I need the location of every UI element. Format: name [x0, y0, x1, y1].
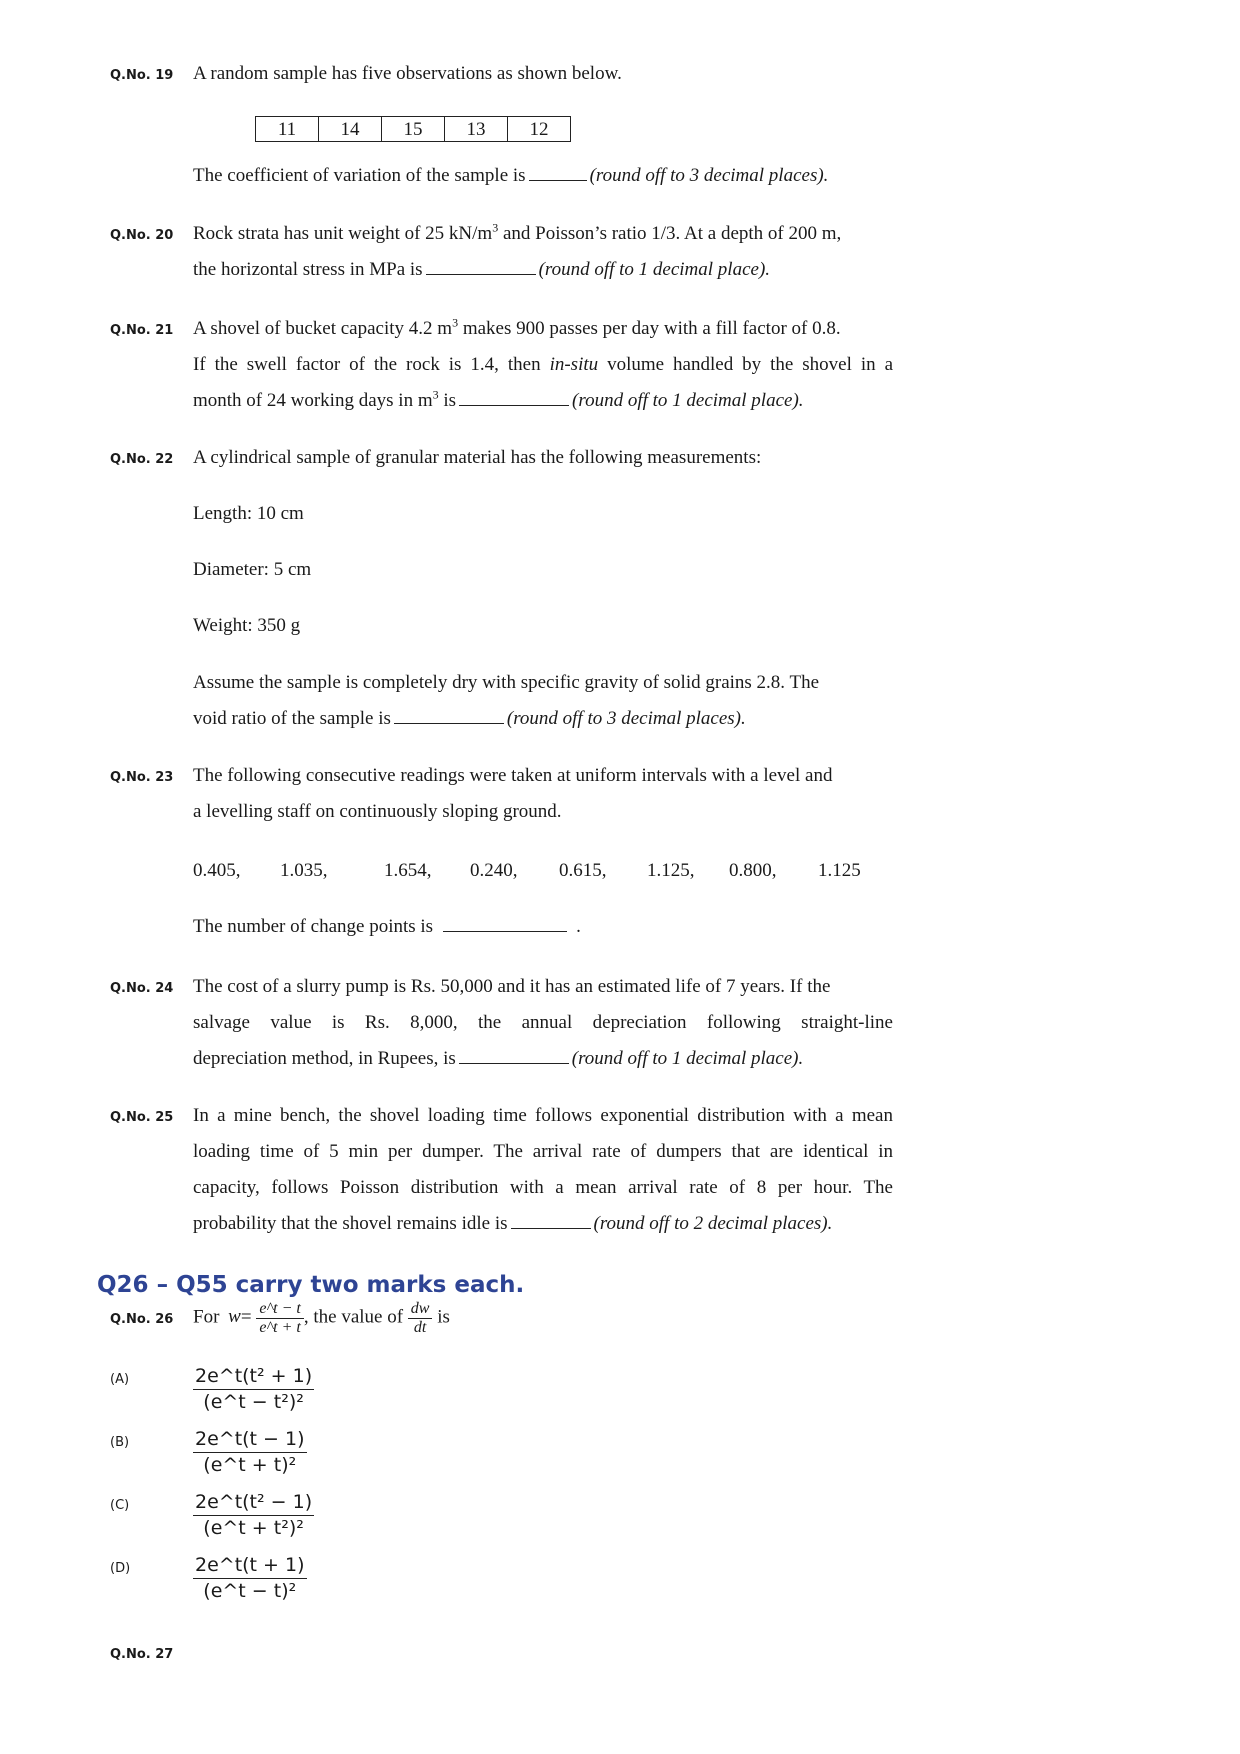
- question-text-part: volume handled by the shovel in a: [607, 354, 894, 375]
- fraction-denominator: (e^t − t)²: [203, 1579, 297, 1602]
- question-text-italic: in-situ: [549, 354, 599, 375]
- rounding-hint: (round off to 1 decimal place).: [571, 1048, 804, 1069]
- question-text-part: the horizontal stress in MPa is: [193, 259, 423, 280]
- question-text-part: , the value of: [303, 1306, 404, 1328]
- option-label-c: (C): [110, 1498, 130, 1513]
- question-text-part: The number of change points is: [193, 916, 434, 937]
- question-text-part: A shovel of bucket capacity 4.2 m: [193, 318, 453, 339]
- question-number: Q.No. 24: [110, 981, 174, 996]
- fraction-numerator: 2e^t(t + 1): [193, 1553, 307, 1579]
- question-text: loading time of 5 min per dumper. The arrival rate of dumpers that are identical in: [193, 1141, 893, 1162]
- option-label-b: (B): [110, 1435, 130, 1450]
- question-text: [193, 387, 804, 411]
- rounding-hint: (round off to 3 decimal places).: [589, 165, 829, 186]
- question-text: [193, 315, 841, 339]
- fraction-numerator: e^t − t: [256, 1300, 304, 1319]
- staff-reading: 0.615,: [559, 860, 607, 881]
- fraction-numerator: 2e^t(t − 1): [193, 1427, 307, 1453]
- question-text-part: month of 24 working days in m: [193, 390, 433, 411]
- option-label-a: (A): [110, 1372, 130, 1387]
- question-text: salvage value is Rs. 8,000, the annual depreciation following straight-line: [193, 1012, 893, 1033]
- answer-blank: [394, 722, 504, 724]
- observation-cell: 14: [319, 117, 382, 142]
- question-text: capacity, follows Poisson distribution with a mean arrival rate of 8 per hour. The: [193, 1177, 893, 1198]
- fraction-numerator: 2e^t(t² − 1): [193, 1490, 314, 1516]
- observation-cell: 12: [508, 117, 571, 142]
- rounding-hint: (round off to 3 decimal places).: [506, 708, 746, 729]
- derivative-fraction: [408, 1300, 433, 1336]
- fraction-numerator: 2e^t(t² + 1): [193, 1364, 314, 1390]
- question-number: Q.No. 25: [110, 1110, 174, 1125]
- observation-cell: 15: [382, 117, 445, 142]
- question-text-part: Rock strata has unit weight of 25 kN/m: [193, 223, 493, 244]
- measurement-diameter: Diameter: 5 cm: [193, 559, 312, 580]
- option-b-fraction[interactable]: [193, 1427, 307, 1477]
- question-text: [193, 917, 581, 936]
- question-text-part: is: [438, 390, 457, 411]
- fraction-denominator: e^t + t: [259, 1318, 301, 1336]
- question-text-part: For: [193, 1306, 220, 1328]
- option-c-fraction[interactable]: [193, 1490, 314, 1540]
- fraction-denominator: (e^t + t²)²: [203, 1516, 304, 1539]
- question-number: Q.No. 27: [110, 1647, 174, 1662]
- superscript: 3: [452, 315, 459, 330]
- variable-w: w: [228, 1306, 241, 1328]
- measurement-weight: Weight: 350 g: [193, 615, 301, 636]
- question-text: Assume the sample is completely dry with specific gravity of solid grains 2.8. The: [193, 672, 819, 693]
- question-text: A random sample has five observations as shown below.: [193, 63, 622, 84]
- question-text: [193, 1300, 450, 1336]
- section-heading: Q26 – Q55 carry two marks each.: [97, 1272, 525, 1298]
- answer-blank: [511, 1227, 591, 1229]
- option-d-fraction[interactable]: [193, 1553, 307, 1603]
- question-text: [193, 220, 842, 244]
- fraction-denominator: (e^t − t²)²: [203, 1390, 304, 1413]
- observation-cell: 11: [256, 117, 319, 142]
- question-text-part: and Poisson’s ratio 1/3. At a depth of 200 m,: [498, 223, 842, 244]
- answer-blank: [459, 1062, 569, 1064]
- staff-reading: 0.240,: [470, 860, 518, 881]
- question-text-part: probability that the shovel remains idle is: [193, 1213, 508, 1234]
- observation-cell: 13: [445, 117, 508, 142]
- rounding-hint: (round off to 2 decimal places).: [593, 1213, 833, 1234]
- question-text-part: is: [437, 1306, 450, 1328]
- option-a-fraction[interactable]: [193, 1364, 314, 1414]
- question-text: [193, 260, 770, 279]
- question-text: [193, 1049, 803, 1068]
- equals-sign: =: [240, 1306, 252, 1328]
- fraction-denominator: (e^t + t)²: [203, 1453, 297, 1476]
- option-label-d: (D): [110, 1561, 131, 1576]
- question-text: The following consecutive readings were taken at uniform intervals with a level and: [193, 765, 833, 786]
- question-text: The cost of a slurry pump is Rs. 50,000 and it has an estimated life of 7 years. If the: [193, 976, 831, 997]
- question-text: In a mine bench, the shovel loading time follows exponential distribution with a mean: [193, 1105, 893, 1126]
- question-text-part: .: [576, 916, 581, 937]
- staff-reading: 1.035,: [280, 860, 328, 881]
- staff-reading: 1.654,: [384, 860, 432, 881]
- question-text: [193, 1214, 832, 1233]
- question-number: Q.No. 21: [110, 323, 174, 338]
- rounding-hint: (round off to 1 decimal place).: [538, 259, 771, 280]
- question-text-part: If the swell factor of the rock is 1.4, then: [193, 354, 541, 375]
- superscript: 3: [492, 220, 499, 235]
- fraction-denominator: dt: [413, 1318, 427, 1336]
- staff-reading: 0.800,: [729, 860, 777, 881]
- fraction-numerator: dw: [408, 1300, 433, 1319]
- question-text-part: The coefficient of variation of the sample is: [193, 165, 526, 186]
- answer-blank: [426, 273, 536, 275]
- answer-blank: [529, 179, 587, 181]
- w-fraction: [256, 1300, 304, 1336]
- question-text-part: makes 900 passes per day with a fill factor of 0.8.: [458, 318, 841, 339]
- superscript: 3: [432, 387, 439, 402]
- question-number: Q.No. 23: [110, 770, 174, 785]
- answer-blank: [443, 930, 567, 932]
- question-number: Q.No. 19: [110, 68, 174, 83]
- question-number: Q.No. 22: [110, 452, 174, 467]
- question-text: a levelling staff on continuously sloping ground.: [193, 801, 562, 822]
- answer-blank: [459, 404, 569, 406]
- question-number: Q.No. 26: [110, 1312, 174, 1327]
- question-text: [193, 709, 746, 728]
- question-text: [193, 166, 828, 185]
- staff-reading: 0.405,: [193, 860, 241, 881]
- measurement-length: Length: 10 cm: [193, 503, 304, 524]
- question-number: Q.No. 20: [110, 228, 174, 243]
- question-text-part: depreciation method, in Rupees, is: [193, 1048, 456, 1069]
- rounding-hint: (round off to 1 decimal place).: [572, 390, 804, 411]
- observations-table: [255, 116, 571, 142]
- staff-reading: 1.125,: [647, 860, 695, 881]
- question-text: A cylindrical sample of granular material has the following measurements:: [193, 447, 762, 468]
- staff-reading: 1.125: [818, 860, 861, 881]
- question-text-part: void ratio of the sample is: [193, 708, 391, 729]
- question-text: [193, 355, 893, 374]
